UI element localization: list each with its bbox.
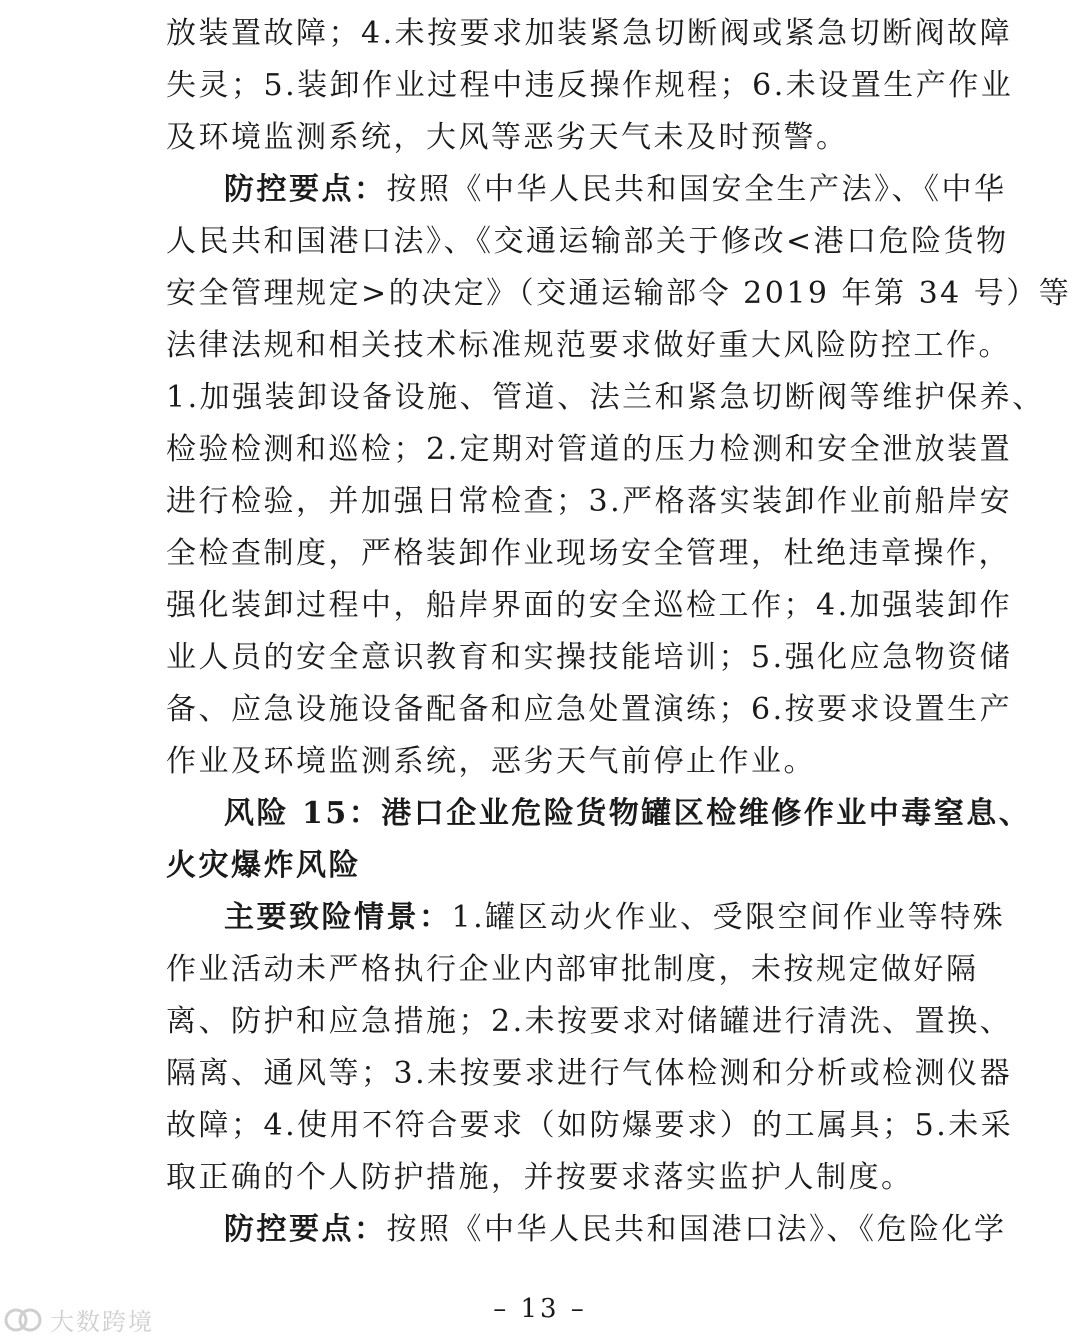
text-line: 备、应急设施设备配备和应急处置演练；6.按要求设置生产 [166,692,1013,727]
text-line: 1.加强装卸设备设施、管道、法兰和紧急切断阀等维护保养、 [166,380,1045,415]
text-run: 1.罐区动火作业、受限空间作业等特殊 [451,900,1006,935]
risk-heading-continued: 火灾爆炸风险 [166,848,361,883]
text-line: 强化装卸过程中，船岸界面的安全巡检工作；4.加强装卸作 [166,588,1013,623]
section-label-control-points: 防控要点： [224,172,387,207]
text-line: 安全管理规定>的决定》（交通运输部令 2019 年第 34 号）等 [166,276,1072,311]
paragraph-start [224,900,1005,936]
paragraph-start [224,1212,1007,1248]
paragraph-start [224,172,1007,208]
text-line: 全检查制度，严格装卸作业现场安全管理，杜绝违章操作， [166,536,1011,571]
text-line: 进行检验，并加强日常检查；3.严格落实装卸作业前船岸安 [166,484,1013,519]
text-line: 法律法规和相关技术标准规范要求做好重大风险防控工作。 [166,328,1011,363]
section-label-main-scenario: 主要致险情景： [224,900,452,935]
page-number: – 13 – [493,1294,587,1324]
watermark [4,1302,154,1337]
section-label-control-points: 防控要点： [224,1212,387,1247]
text-line: 人民共和国港口法》、《交通运输部关于修改<港口危险货物 [166,224,1009,259]
text-run: 按照《中华人民共和国安全生产法》、《中华 [386,172,1007,207]
watermark-logo-icon [4,1305,44,1335]
text-run: 按照《中华人民共和国港口法》、《危险化学 [386,1212,1007,1247]
text-line: 取正确的个人防护措施，并按要求落实监护人制度。 [166,1160,914,1195]
risk-heading: 风险 15：港口企业危险货物罐区检维修作业中毒窒息、 [224,796,1032,831]
text-line: 业人员的安全意识教育和实操技能培训；5.强化应急物资储 [166,640,1013,675]
text-line: 故障；4.使用不符合要求（如防爆要求）的工属具；5.未采 [166,1108,1014,1143]
text-line: 失灵；5.装卸作业过程中违反操作规程；6.未设置生产作业 [166,68,1014,103]
text-line: 检验检测和巡检；2.定期对管道的压力检测和安全泄放装置 [166,432,1013,467]
text-line: 及环境监测系统，大风等恶劣天气未及时预警。 [166,120,849,155]
text-line: 作业活动未严格执行企业内部审批制度，未按规定做好隔 [166,952,979,987]
text-line: 隔离、通风等；3.未按要求进行气体检测和分析或检测仪器 [166,1056,1013,1091]
text-line: 离、防护和应急措施；2.未按要求对储罐进行清洗、置换、 [166,1004,1013,1039]
watermark-text: 大数跨境 [50,1308,154,1336]
text-line: 作业及环境监测系统，恶劣天气前停止作业。 [166,744,816,779]
text-line: 放装置故障；4.未按要求加装紧急切断阀或紧急切断阀故障 [166,16,1013,51]
